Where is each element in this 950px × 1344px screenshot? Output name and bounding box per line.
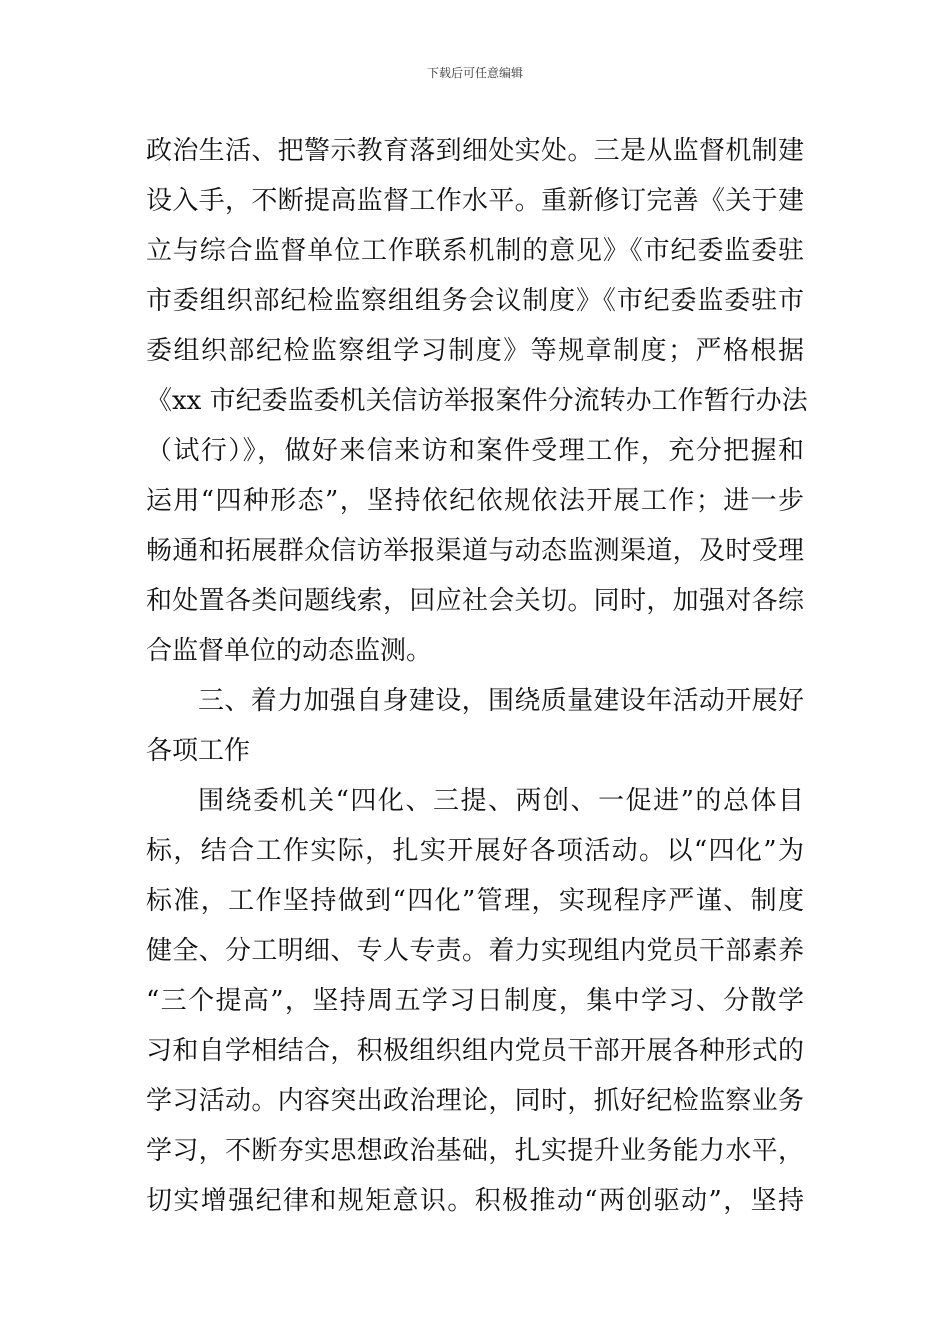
body-line: （试行）》，做好来信来访和案件受理工作，充分把握和 [146, 436, 804, 466]
body-line: 围绕委机关“四化、三提、两创、一促进”的总体目 [198, 786, 804, 816]
body-line: 习和自学相结合，积极组织组内党员干部开展各种形式的 [146, 1036, 804, 1066]
page-header: 下载后可任意编辑 [426, 66, 523, 80]
body-line: 畅通和拓展群众信访举报渠道与动态监测渠道，及时受理 [146, 536, 804, 566]
body-line: “三个提高”，坚持周五学习日制度，集中学习、分散学 [146, 986, 804, 1016]
body-line: 学习活动。内容突出政治理论，同时，抓好纪检监察业务 [146, 1086, 804, 1116]
body-line: 标，结合工作实际，扎实开展好各项活动。以“四化”为 [146, 836, 804, 866]
body-line: 市委组织部纪检监察组组务会议制度》《市纪委监委驻市 [146, 286, 804, 316]
body-line: 和处置各类问题线索，回应社会关切。同时，加强对各综 [146, 586, 804, 616]
section-heading-line: 各项工作 [146, 736, 251, 766]
body-line: 《xx 市纪委监委机关信访举报案件分流转办工作暂行办法 [146, 386, 808, 416]
body-line: 政治生活、把警示教育落到细处实处。三是从监督机制建 [146, 136, 804, 166]
body-line: 设入手，不断提高监督工作水平。重新修订完善《关于建 [146, 186, 804, 216]
body-line: 委组织部纪检监察组学习制度》等规章制度；严格根据 [146, 336, 804, 366]
body-line: 切实增强纪律和规矩意识。积极推动“两创驱动”，坚持 [146, 1186, 804, 1216]
body-line: 标准，工作坚持做到“四化”管理，实现程序严谨、制度 [146, 886, 804, 916]
section-heading-line: 三、着力加强自身建设，围绕质量建设年活动开展好 [198, 686, 804, 716]
body-line: 健全、分工明细、专人专责。着力实现组内党员干部素养 [146, 936, 804, 966]
body-line: 运用“四种形态”，坚持依纪依规依法开展工作；进一步 [146, 486, 804, 516]
body-line: 合监督单位的动态监测。 [146, 636, 433, 666]
body-line: 学习，不断夯实思想政治基础，扎实提升业务能力水平， [146, 1136, 804, 1166]
body-line: 立与综合监督单位工作联系机制的意见》《市纪委监委驻 [146, 236, 804, 266]
